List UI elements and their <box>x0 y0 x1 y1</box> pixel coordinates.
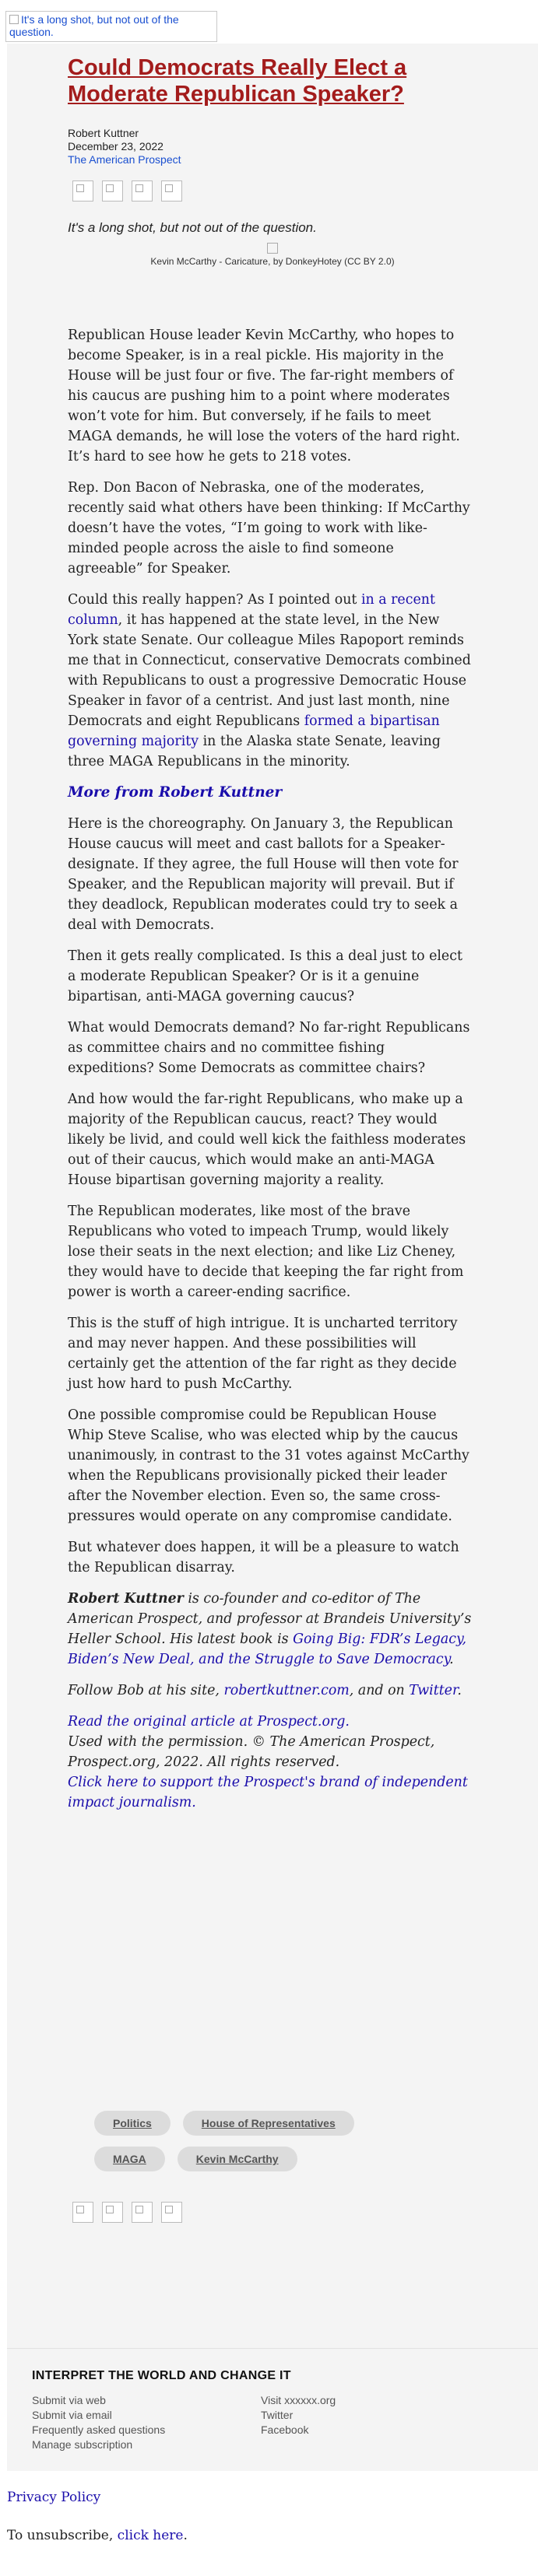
original-article-link[interactable]: Read the original article at Prospect.org. <box>68 1714 350 1730</box>
paragraph: Could this really happen? As I pointed out in a recent column, it has happened at the state level, in the New York state Senate. Our colleague Miles Rapoport reminds me that in Connecticut, conservative Democrats combined with Republicans to oust a progressive Democratic House Speaker in favor of a centrist. And just last month, nine Democrats and eight Republicans formed a bipartisan governing majority in the Alaska state Senate, leaving three MAGA Republicans in the minority. <box>68 592 471 769</box>
facebook-link[interactable]: Facebook <box>261 2424 309 2436</box>
newsletter-footer <box>7 2348 538 2471</box>
broken-image-icon <box>267 243 278 254</box>
share-buttons-top <box>72 180 182 202</box>
recent-column-link[interactable]: in a recent column <box>68 592 435 628</box>
bio-name: Robert Kuttner <box>68 1591 184 1607</box>
footer-heading: INTERPRET THE WORLD AND CHANGE IT <box>32 2369 291 2382</box>
image-caption: Kevin McCarthy - Caricature, by DonkeyHotey (CC BY 2.0) <box>150 256 395 267</box>
author-bio: Robert Kuttner is co-founder and co-editor of The American Prospect, and professor at Brandeis University’s Heller School. His latest book is Going Big: FDR’s Legacy, Biden’s New Deal, and the Struggle to Save Democracy. <box>68 1591 472 1667</box>
more-from-author-link[interactable]: More from Robert Kuttner <box>68 784 283 801</box>
privacy-policy-link[interactable]: Privacy Policy <box>7 2490 101 2505</box>
linkedin-share-icon[interactable] <box>132 180 153 202</box>
email-share-icon[interactable] <box>161 2202 182 2223</box>
twitter-share-icon[interactable] <box>102 2202 123 2223</box>
publish-date: December 23, 2022 <box>68 140 164 152</box>
broken-image-icon <box>9 15 19 24</box>
paragraph: What would Democrats demand? No far-right Republicans as committee chairs and no committee fishing expeditions? Some Democrats as committee chairs? <box>68 1020 470 1076</box>
visit-site-link[interactable]: Visit xxxxxx.org <box>261 2394 336 2406</box>
bipartisan-majority-link[interactable]: formed a bipartisan governing majority <box>68 713 440 749</box>
paragraph: And how would the far-right Republicans, who make up a majority of the Republican caucus, react? They would likely be livid, and could well kick the faithless moderates out of their caucus, which would make an anti-MAGA House bipartisan governing majority a reality. <box>68 1092 466 1188</box>
article-title[interactable]: Could Democrats Really Elect a Moderate Republican Speaker? <box>68 55 407 107</box>
linkedin-share-icon[interactable] <box>132 2202 153 2223</box>
paragraph: Then it gets really complicated. Is this a deal just to elect a moderate Republican Speaker? Or is it a genuine bipartisan, anti-MAGA governing caucus? <box>68 948 462 1004</box>
email-share-icon[interactable] <box>161 180 182 202</box>
publication-link[interactable]: The American Prospect <box>68 153 181 166</box>
faq-link[interactable]: Frequently asked questions <box>32 2424 166 2436</box>
footer-links-right <box>261 2393 336 2438</box>
paragraph: But whatever does happen, it will be a pleasure to watch the Republican disarray. <box>68 1540 459 1575</box>
article-meta <box>68 127 473 166</box>
paragraph: One possible compromise could be Republican House Whip Steve Scalise, who was elected whip by the caucus unanimously, in contrast to the 31 votes against McCarthy when the Republicans provisionally picked their leader after the November election. Even so, the same cross-pressures would operate on any compromise candidate. <box>68 1407 469 1524</box>
tag-politics[interactable]: Politics <box>94 2111 171 2136</box>
submit-web-link[interactable]: Submit via web <box>32 2394 106 2406</box>
twitter-share-icon[interactable] <box>102 180 123 202</box>
twitter-link[interactable]: Twitter <box>261 2409 294 2421</box>
unsubscribe-line: To unsubscribe, click here. <box>7 2528 188 2543</box>
paragraph: Here is the choreography. On January 3, the Republican House caucus will meet and cast ballots for a Speaker-designate. If they agree, the full House will then vote for Speaker, and the Republican majority will prevail. But if they deadlock, Republican moderates could try to seek a deal with Democrats. <box>68 816 459 933</box>
facebook-share-icon[interactable] <box>72 180 93 202</box>
support-link[interactable]: Click here to support the Prospect's brand of independent impact journalism. <box>68 1775 468 1810</box>
banner-image-link[interactable] <box>5 11 217 42</box>
tag-kevin-mccarthy[interactable]: Kevin McCarthy <box>178 2147 297 2171</box>
image-caption-block <box>148 243 397 267</box>
book-link[interactable]: Going Big: FDR’s Legacy, Biden’s New Deal, and the Struggle to Save Democracy <box>68 1631 467 1667</box>
banner-alt-text: It's a long shot, but not out of the question. <box>9 13 179 38</box>
facebook-share-icon[interactable] <box>72 2202 93 2223</box>
article-dek: It's a long shot, but not out of the question. <box>68 220 317 235</box>
paragraph: Rep. Don Bacon of Nebraska, one of the moderates, recently said what others have been thinking: If McCarthy doesn’t have the votes, “I’m going to work with like-minded people across the aisle to find someone agreeable” for Speaker. <box>68 480 470 577</box>
share-buttons-bottom <box>72 2202 182 2223</box>
article-body <box>68 325 473 1824</box>
author-twitter-link[interactable]: Twitter <box>409 1683 458 1698</box>
tag-list <box>94 2111 421 2171</box>
footer-links-left <box>32 2393 165 2452</box>
paragraph: The Republican moderates, like most of the brave Republicans who voted to impeach Trump, would likely lose their seats in the next election; and like Liz Cheney, they would have to decide that keeping the far right from power is worth a career-ending sacrifice. <box>68 1204 464 1300</box>
paragraph: This is the stuff of high intrigue. It is uncharted territory and may never happen. And these possibilities will certainly get the attention of the far right as they decide just how hard to push McCarthy. <box>68 1316 458 1392</box>
permission-text: Used with the permission. © The American Prospect, Prospect.org, 2022. All rights reserved. <box>68 1734 435 1770</box>
manage-subscription-link[interactable]: Manage subscription <box>32 2438 133 2451</box>
tag-house-of-representatives[interactable]: House of Representatives <box>183 2111 354 2136</box>
tag-maga[interactable]: MAGA <box>94 2147 165 2171</box>
author-name: Robert Kuttner <box>68 127 139 139</box>
paragraph: Republican House leader Kevin McCarthy, who hopes to become Speaker, is in a real pickle. His majority in the House will be just four or five. The far-right members of his caucus are pushing him to a point where moderates won’t vote for him. But conversely, if he fails to meet MAGA demands, he will lose the voters of the hard right. It’s hard to see how he gets to 218 votes. <box>68 328 460 464</box>
author-site-link[interactable]: robertkuttner.com <box>223 1683 350 1698</box>
unsubscribe-link[interactable]: click here <box>117 2528 184 2543</box>
submit-email-link[interactable]: Submit via email <box>32 2409 112 2421</box>
follow-line: Follow Bob at his site, robertkuttner.com, and on Twitter. <box>68 1683 462 1698</box>
credits <box>68 1712 473 1813</box>
